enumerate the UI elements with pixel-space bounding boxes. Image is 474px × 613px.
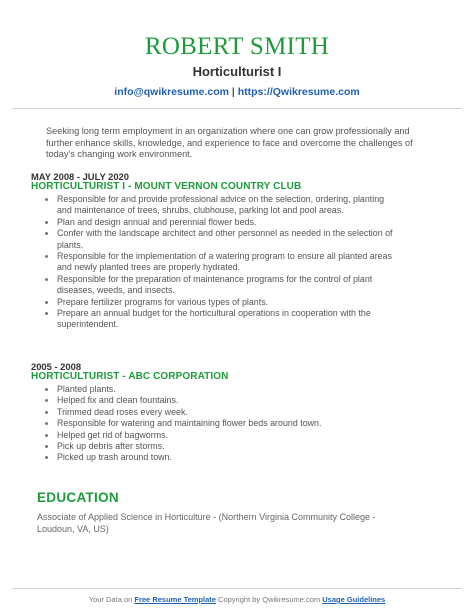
list-item: Trimmed dead roses every week. xyxy=(31,407,401,418)
bullet-icon xyxy=(45,434,48,437)
education-heading: EDUCATION xyxy=(37,490,119,505)
bullet-icon xyxy=(45,312,48,315)
candidate-name: ROBERT SMITH xyxy=(144,33,330,60)
list-item: Prepare fertilizer programs for various types of plants. xyxy=(31,297,401,308)
bullet-icon xyxy=(45,198,48,201)
bullet-icon xyxy=(45,399,48,402)
bullet-icon xyxy=(45,232,48,235)
list-item: Responsible for the preparation of maintenance programs for the control of plant diseases, weeds, and insects. xyxy=(31,274,401,297)
email-link[interactable]: info@qwikresume.com xyxy=(114,86,229,98)
contact-line xyxy=(0,86,474,98)
bullet-icon xyxy=(45,456,48,459)
footer xyxy=(0,595,474,604)
list-item: Picked up trash around town. xyxy=(31,452,401,463)
list-item: Responsible for watering and maintaining flower beds around town. xyxy=(31,418,401,429)
footer-copyright: Copyright by Qwikresume.com xyxy=(218,595,321,604)
job-heading: HORTICULTURIST - ABC CORPORATION xyxy=(31,371,229,382)
free-resume-template-link[interactable]: Free Resume Template xyxy=(134,595,216,604)
job-heading: HORTICULTURIST I - MOUNT VERNON COUNTRY CLUB xyxy=(31,181,302,192)
list-item: Confer with the landscape architect and other personnel as needed in the selection of plants. xyxy=(31,228,401,251)
footer-prefix: Your Data on xyxy=(88,595,133,604)
summary-text: Seeking long term employment in an organization where one can grow professionally and further enhance skills, knowledge, and experience to face and overcome the challenges of today's changing work environment. xyxy=(46,126,413,159)
list-item: Plan and design annual and perennial flower beds. xyxy=(31,217,401,228)
contact-separator: | xyxy=(231,86,235,98)
header-divider xyxy=(12,108,462,109)
usage-guidelines-link[interactable]: Usage Guidelines xyxy=(322,595,386,604)
duties-list xyxy=(31,194,401,331)
duties-list xyxy=(31,384,401,464)
education-text: Associate of Applied Science in Horticulture - (Northern Virginia Community College - Loudoun, VA, US) xyxy=(37,512,376,534)
bullet-icon xyxy=(45,301,48,304)
bullet-icon xyxy=(45,445,48,448)
list-item: Helped get rid of bagworms. xyxy=(31,430,401,441)
bullet-icon xyxy=(45,278,48,281)
bullet-icon xyxy=(45,411,48,414)
list-item: Prepare an annual budget for the horticultural operations in cooperation with the superintendent. xyxy=(31,308,401,331)
list-item: Responsible for the implementation of a watering program to ensure all planted areas and newly planted trees are properly hydrated. xyxy=(31,251,401,274)
bullet-icon xyxy=(45,388,48,391)
bullet-icon xyxy=(45,221,48,224)
bullet-icon xyxy=(45,422,48,425)
bullet-icon xyxy=(45,255,48,258)
list-item: Helped fix and clean fountains. xyxy=(31,395,401,406)
job-period: MAY 2008 - JULY 2020 xyxy=(31,171,129,182)
job-title: Horticulturist I xyxy=(192,64,282,79)
list-item: Planted plants. xyxy=(31,384,401,395)
list-item: Pick up debris after storms. xyxy=(31,441,401,452)
website-link[interactable]: https://Qwikresume.com xyxy=(237,86,360,98)
footer-divider xyxy=(12,588,462,589)
list-item: Responsible for and provide professional advice on the selection, ordering, planting and maintenance of trees, shrubs, clubhouse, parking lot and pool areas. xyxy=(31,194,401,217)
job-period: 2005 - 2008 xyxy=(31,361,82,372)
